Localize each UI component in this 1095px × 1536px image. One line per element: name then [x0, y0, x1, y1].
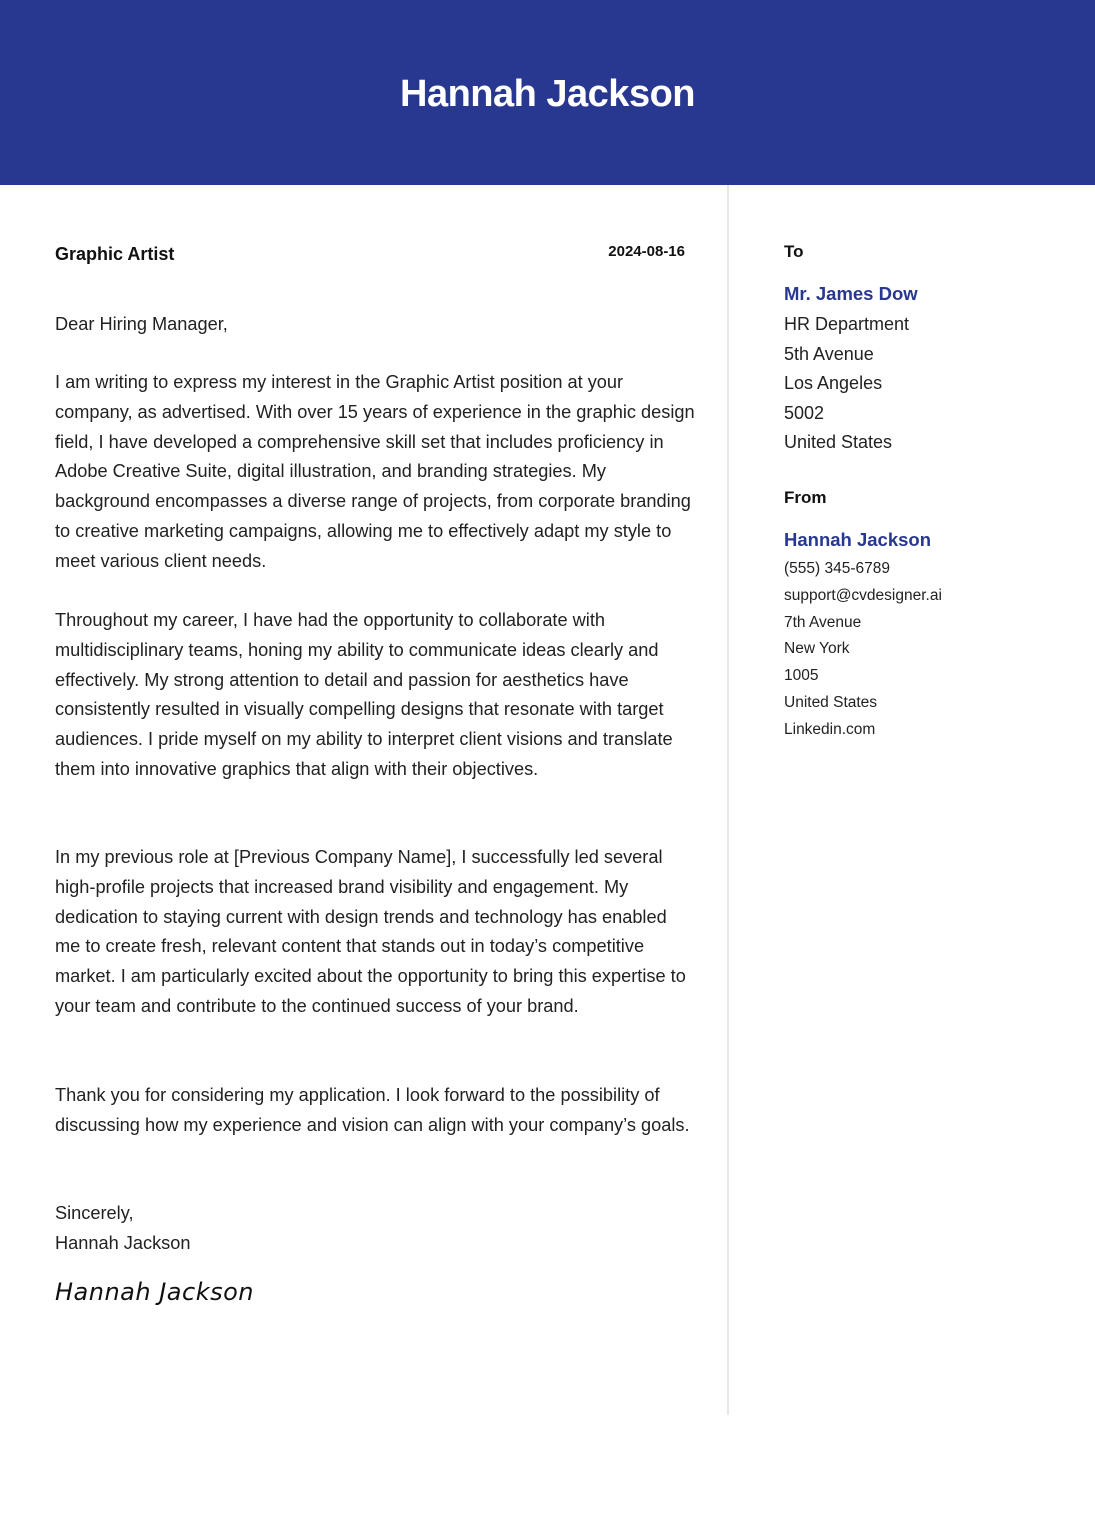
recipient-address	[784, 310, 1074, 458]
signature: Hannah Jackson	[55, 1278, 254, 1306]
sender-postal-code: 1005	[784, 667, 819, 685]
sender-name: Hannah Jackson	[784, 529, 932, 550]
closing-block	[55, 1199, 695, 1259]
recipient-name: Mr. James Dow	[784, 283, 918, 304]
sender-street: 7th Avenue	[784, 613, 862, 631]
salutation: Dear Hiring Manager,	[55, 314, 228, 334]
header-banner	[0, 0, 1095, 185]
recipient-street: 5th Avenue	[784, 343, 874, 364]
job-title: Graphic Artist	[55, 244, 175, 264]
closing-phrase: Sincerely,	[55, 1203, 134, 1223]
sender-country: United States	[784, 693, 878, 711]
letter-date: 2024-08-16	[608, 243, 685, 260]
sender-city: New York	[784, 640, 850, 658]
recipient-department: HR Department	[784, 314, 910, 334]
letter-paragraph-1: I am writing to express my interest in the Graphic Artist position at your company, as advertised. With over 15 years of experience in the graphic design field, I have developed a comprehensive skill set that includes proficiency in Adobe Creative Suite, digital illustration, and branding strategies. My background encompasses a diverse range of projects, from corporate branding to creative marketing campaigns, allowing me to effectively adapt my style to meet various client needs.	[55, 372, 695, 571]
recipient-heading: To	[784, 242, 804, 261]
sender-phone: (555) 345-6789	[784, 560, 890, 577]
recipient-postal-code: 5002	[784, 402, 825, 423]
header-name: Hannah Jackson	[400, 73, 695, 115]
recipient-city: Los Angeles	[784, 373, 883, 394]
sender-heading: From	[784, 488, 827, 507]
column-divider	[727, 185, 729, 1415]
closing-name: Hannah Jackson	[55, 1232, 191, 1253]
sender-linkedin: Linkedin.com	[784, 720, 876, 738]
letter-paragraph-2: Throughout my career, I have had the opportunity to collaborate with multidisciplinary teams, honing my ability to communicate ideas clearly and effectively. My strong attention to detail and passion for aesthetics have consistently resulted in visually compelling designs that resonate with target audiences. I pride myself on my ability to interpret client visions and translate them into innovative graphics that align with their objectives.	[55, 610, 673, 779]
letter-paragraph-3: In my previous role at [Previous Company Name], I successfully led several high-profile projects that increased brand visibility and engagement. My dedication to staying current with design trends and technology has enabled me to create fresh, relevant content that stands out in today’s competitive market. I am particularly excited about the opportunity to bring this expertise to your team and contribute to the continued success of your brand.	[55, 847, 686, 1016]
recipient-country: United States	[784, 432, 893, 453]
letter-paragraph-4: Thank you for considering my application. I look forward to the possibility of discussing how my experience and vision can align with your company’s goals.	[55, 1085, 690, 1135]
sender-contact	[784, 556, 1074, 744]
sender-email: support@cvdesigner.ai	[784, 586, 942, 604]
